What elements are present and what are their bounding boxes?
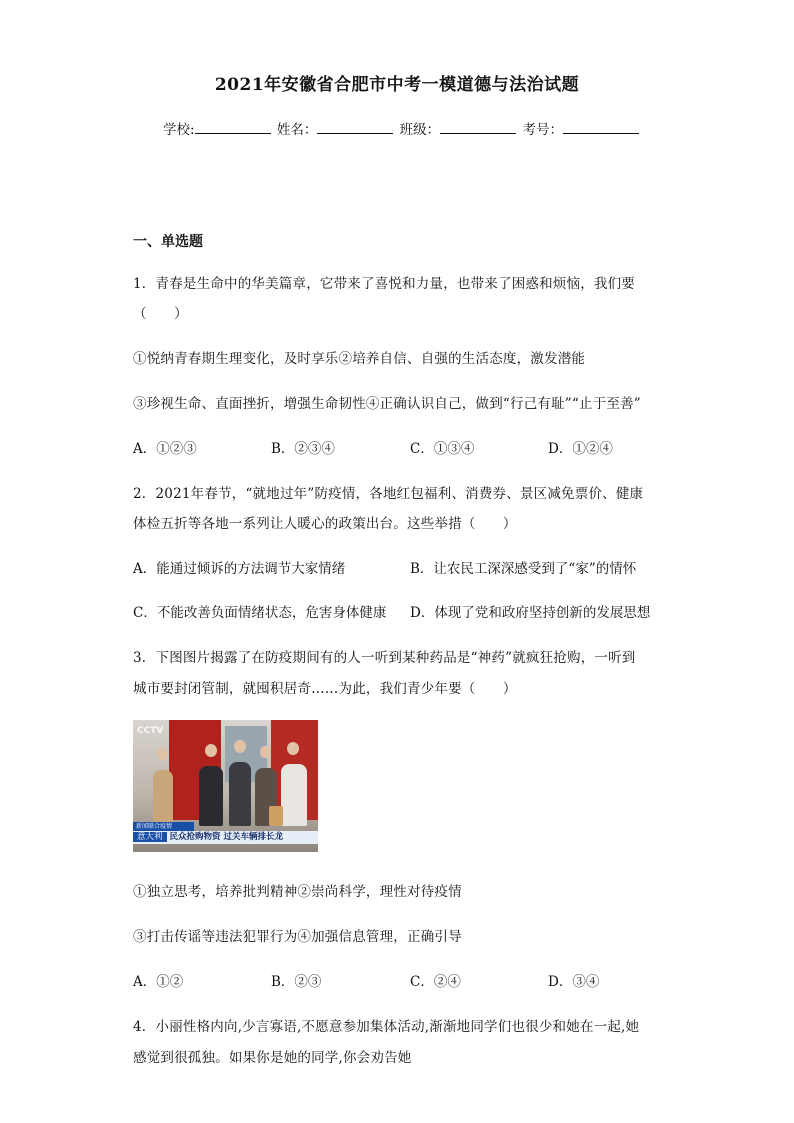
name-blank[interactable]	[317, 120, 393, 134]
photo-person	[199, 766, 223, 826]
news-banner-tag: 新闻联合疫情	[133, 822, 194, 831]
school-label: 学校:	[163, 122, 195, 138]
class-blank[interactable]	[440, 120, 516, 134]
q4-stem-line-2: 感觉到很孤独。如果你是她的同学,你会劝告她	[133, 1050, 412, 1066]
q2-stem-line-2: 体检五折等各地一系列让人暖心的政策出台。这些举措（ ）	[133, 516, 517, 532]
q1-stem-line-1: 1．青春是生命中的华美篇章，它带来了喜悦和力量，也带来了困惑和烦恼，我们要	[133, 276, 635, 292]
q2-option-c[interactable]: C．不能改善负面情绪状态，危害身体健康	[133, 605, 387, 621]
q2-option-a[interactable]: A．能通过倾诉的方法调节大家情绪	[133, 561, 346, 577]
school-blank[interactable]	[195, 120, 271, 134]
q1-option-c[interactable]: C．①③④	[410, 441, 475, 457]
q2-option-b[interactable]: B．让农民工深深感受到了“家”的情怀	[410, 561, 637, 577]
exam-number-label: 考号：	[522, 122, 563, 138]
section-heading: 一、单选题	[133, 234, 203, 250]
q3-option-d[interactable]: D．③④	[548, 974, 600, 990]
q1-statement-1: ①悦纳青春期生理变化，及时享乐②培养自信、自强的生活态度，激发潜能	[133, 351, 586, 367]
news-caption-text: 民众抢购物资 过关车辆排长龙	[169, 832, 283, 842]
photo-person	[229, 762, 251, 826]
q3-statement-1: ①独立思考，培养批判精神②崇尚科学，理性对待疫情	[133, 884, 462, 900]
q3-statement-2: ③打击传谣等违法犯罪行为④加强信息管理，正确引导	[133, 929, 462, 945]
q1-statement-2: ③珍视生命、直面挫折，增强生命韧性④正确认识自己，做到“行己有耻”“止于至善”	[133, 396, 641, 412]
photo-person	[281, 764, 307, 826]
name-label: 姓名：	[276, 122, 318, 138]
photo-person-head	[287, 742, 299, 755]
news-banner-caption	[133, 831, 318, 844]
q3-stem-line-1: 3．下图图片揭露了在防疫期间有的人一听到某种药品是“神药”就疯狂抢购，一听到	[133, 650, 636, 666]
q3-stem-line-2: 城市要封闭管制，就囤积居奇……为此，我们青少年要（ ）	[133, 681, 517, 697]
cctv-logo: CCTV	[137, 726, 164, 736]
q2-stem-line-1: 2．2021年春节，“就地过年”防疫情，各地红包福利、消费券、景区减免票价、健康	[133, 486, 644, 502]
photo-person-head	[234, 740, 246, 753]
photo-person-head	[260, 746, 271, 758]
news-location-tag: 意大利	[133, 832, 167, 842]
news-photo	[133, 720, 318, 852]
q1-option-a[interactable]: A．①②③	[133, 441, 197, 457]
photo-shopping-bag	[269, 806, 283, 826]
q4-stem-line-1: 4．小丽性格内向,少言寡语,不愿意参加集体活动,渐渐地同学们也很少和她在一起,她	[133, 1019, 640, 1035]
q1-option-d[interactable]: D．①②④	[548, 441, 613, 457]
q3-option-c[interactable]: C．②④	[410, 974, 461, 990]
page-title: 2021年安徽省合肥市中考一模道德与法治试题	[214, 75, 580, 95]
q1-stem-line-2: （ ）	[133, 306, 188, 322]
photo-person	[153, 770, 173, 826]
q2-option-d[interactable]: D．体现了党和政府坚持创新的发展思想	[410, 605, 651, 621]
student-info-row	[163, 118, 641, 138]
q3-option-a[interactable]: A．①②	[133, 974, 184, 990]
q1-option-b[interactable]: B．②③④	[271, 441, 335, 457]
photo-person-head	[205, 744, 217, 757]
photo-person-head	[157, 748, 168, 760]
class-label: 班级：	[399, 122, 441, 138]
exam-number-blank[interactable]	[563, 120, 639, 134]
q3-option-b[interactable]: B．②③	[271, 974, 322, 990]
